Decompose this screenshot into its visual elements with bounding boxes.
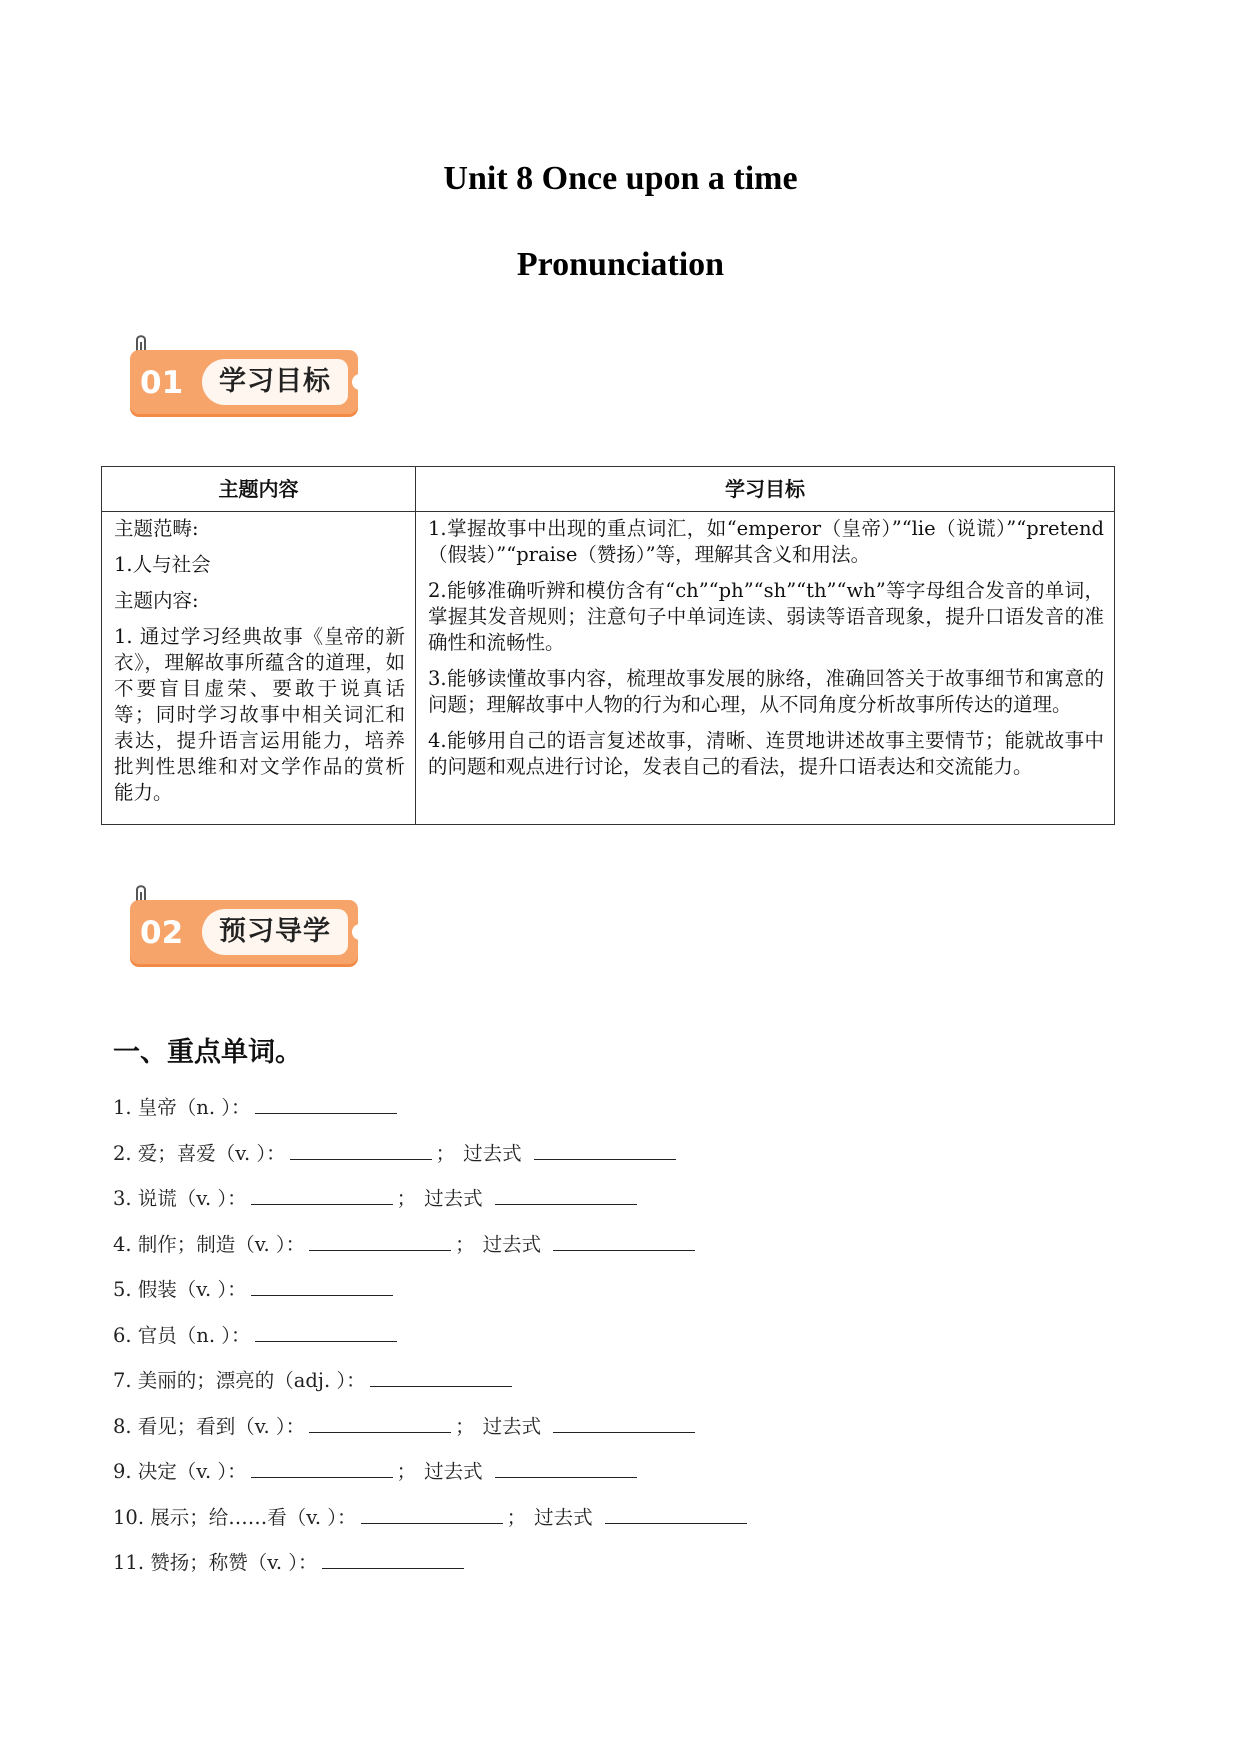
past-tense-blank[interactable] <box>495 1457 637 1478</box>
vocab-prompt: 3. 说谎（v. ）： <box>113 1187 247 1210</box>
answer-blank[interactable] <box>370 1366 512 1387</box>
vocab-prompt: 6. 官员（n. ）： <box>113 1323 251 1347</box>
section-badge-learning-goals <box>128 350 360 416</box>
vocab-prompt: 5. 假装（v. ）： <box>113 1278 247 1301</box>
topic-content-cell <box>102 512 416 825</box>
separator: ； <box>435 1141 456 1165</box>
answer-blank[interactable] <box>255 1093 397 1114</box>
document-title: Unit 8 Once upon a time <box>443 160 798 197</box>
vocab-item <box>113 1320 401 1348</box>
vocab-prompt: 8. 看见；看到（v. ）： <box>113 1414 306 1438</box>
past-tense-blank[interactable] <box>605 1503 747 1524</box>
vocab-prompt: 11. 赞扬；称赞（v. ）： <box>113 1551 318 1574</box>
answer-blank[interactable] <box>251 1457 393 1478</box>
vocab-item <box>113 1092 401 1120</box>
separator: ； <box>455 1232 475 1256</box>
vocab-prompt: 1. 皇帝（n. ）： <box>113 1096 251 1119</box>
section-heading-key-words: 一、重点单词。 <box>113 1037 302 1068</box>
vocab-prompt: 7. 美丽的；漂亮的（adj. ）： <box>113 1369 366 1392</box>
vocab-item <box>113 1138 680 1166</box>
learning-goals-cell <box>416 512 1115 825</box>
vocab-item <box>113 1274 397 1302</box>
table-row <box>102 512 1115 825</box>
answer-blank[interactable] <box>255 1321 397 1342</box>
past-tense-label: 过去式 <box>424 1187 483 1210</box>
past-tense-label: 过去式 <box>424 1460 483 1483</box>
answer-blank[interactable] <box>309 1412 451 1433</box>
vocab-item <box>113 1456 641 1484</box>
vocab-item <box>113 1365 516 1393</box>
document-subtitle: Pronunciation <box>516 246 725 283</box>
table-header-row <box>102 467 1115 512</box>
badge-notch <box>352 374 362 390</box>
separator: ； <box>396 1460 417 1483</box>
past-tense-label: 过去式 <box>482 1232 542 1256</box>
learning-goals-table <box>101 466 1115 825</box>
answer-blank[interactable] <box>309 1230 451 1251</box>
goal-item: 3.能够读懂故事内容，梳理故事发展的脉络，准确回答关于故事细节和寓意的问题；理解故事中人物的行为和心理，从不同角度分析故事所传达的道理。 <box>428 667 1104 716</box>
vocab-prompt: 10. 展示；给……看（v. ）： <box>113 1505 357 1529</box>
answer-blank[interactable] <box>361 1503 503 1524</box>
past-tense-blank[interactable] <box>553 1230 695 1251</box>
vocab-prompt: 4. 制作；制造（v. ）： <box>113 1232 306 1256</box>
answer-blank[interactable] <box>251 1275 393 1296</box>
table-header-topic: 主题内容 <box>102 467 416 512</box>
past-tense-label: 过去式 <box>463 1141 522 1165</box>
answer-blank[interactable] <box>322 1548 464 1569</box>
goal-item: 2.能够准确听辨和模仿含有“ch”“ph”“sh”“th”“wh”等字母组合发音的单词，掌握其发音规则；注意句子中单词连读、弱读等语音现象，提升口语发音的准确性和流畅性。 <box>428 579 1104 654</box>
past-tense-blank[interactable] <box>534 1139 676 1160</box>
past-tense-label: 过去式 <box>534 1505 593 1529</box>
goal-item: 1.掌握故事中出现的重点词汇，如“emperor（皇帝）”“lie（说谎）”“pretend（假装）”“praise（赞扬）”等，理解其含义和用法。 <box>428 517 1104 566</box>
answer-blank[interactable] <box>251 1184 393 1205</box>
past-tense-blank[interactable] <box>553 1412 695 1433</box>
vocab-prompt: 9. 决定（v. ）： <box>113 1460 247 1483</box>
badge-label: 学习目标 <box>202 359 348 405</box>
answer-blank[interactable] <box>290 1139 432 1160</box>
past-tense-blank[interactable] <box>495 1184 637 1205</box>
badge-number: 01 <box>140 365 184 401</box>
topic-category-value: 1.人与社会 <box>114 553 211 576</box>
vocab-item <box>113 1183 641 1211</box>
past-tense-label: 过去式 <box>482 1414 542 1438</box>
topic-content-label: 主题内容: <box>114 589 199 612</box>
separator: ； <box>396 1187 417 1210</box>
separator: ； <box>455 1414 475 1438</box>
separator: ； <box>506 1505 527 1529</box>
table-header-goals: 学习目标 <box>416 467 1115 512</box>
topic-content-text: 1. 通过学习经典故事《皇帝的新衣》，理解故事所蕴含的道理，如不要盲目虚荣、要敢于说真话等；同时学习故事中相关词汇和表达，提升语言运用能力，培养批判性思维和对文学作品的赏析能力。 <box>114 625 405 804</box>
vocab-item <box>113 1411 699 1439</box>
badge-label: 预习导学 <box>202 909 348 955</box>
vocab-prompt: 2. 爱；喜爱（v. ）： <box>113 1141 286 1165</box>
badge-number: 02 <box>140 915 184 951</box>
vocab-item <box>113 1502 751 1530</box>
badge-notch <box>352 924 362 940</box>
vocab-item <box>113 1229 699 1257</box>
topic-category-label: 主题范畴: <box>114 517 199 540</box>
goal-item: 4.能够用自己的语言复述故事，清晰、连贯地讲述故事主要情节；能就故事中的问题和观点进行讨论，发表自己的看法，提升口语表达和交流能力。 <box>428 729 1104 778</box>
vocab-item <box>113 1547 468 1575</box>
section-badge-preview-guide <box>128 900 360 966</box>
